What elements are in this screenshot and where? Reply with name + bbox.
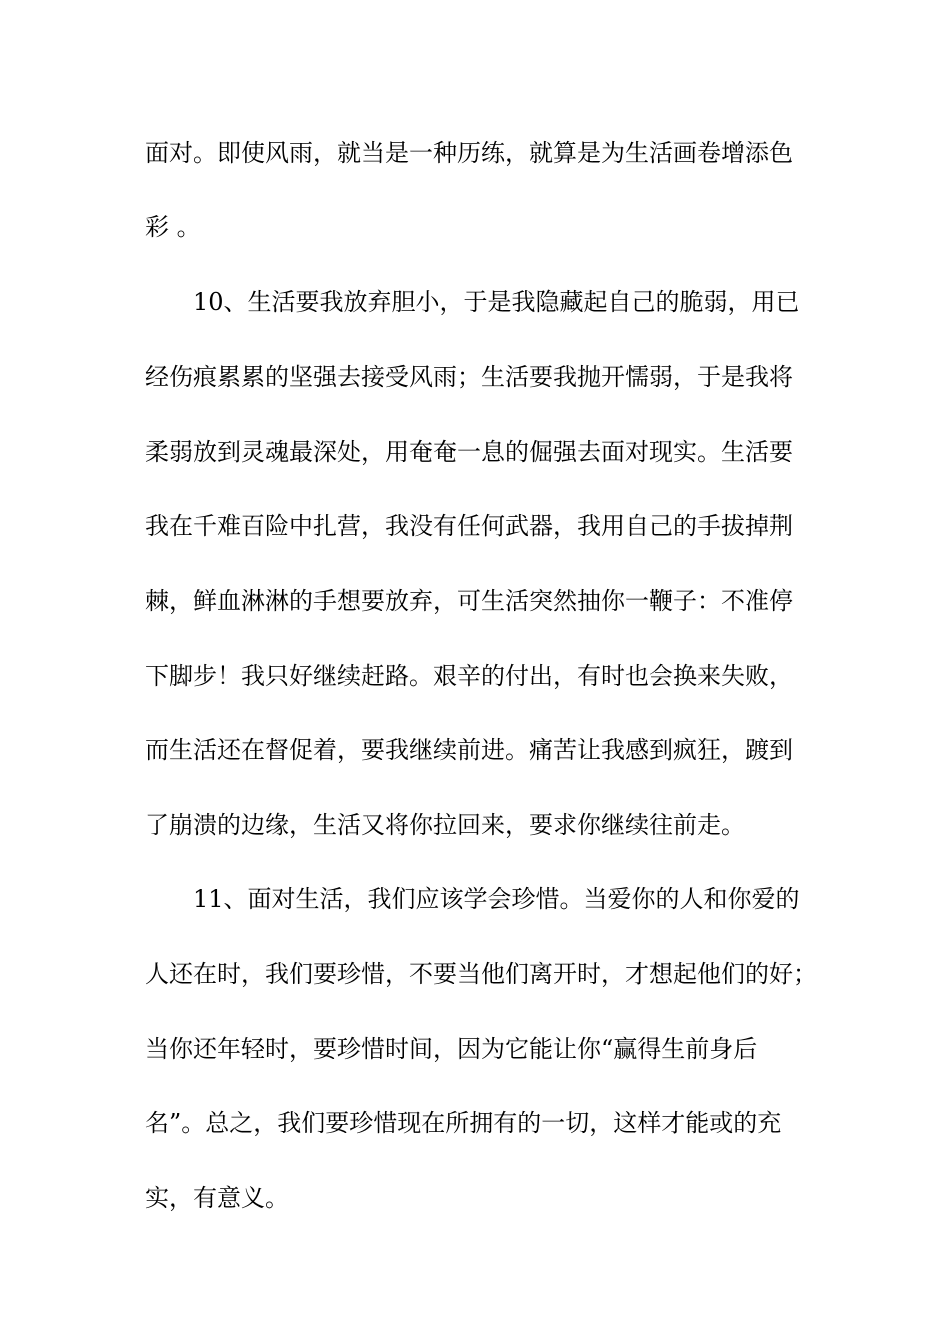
paragraph-10-start: 10、生活要我放弃胆小，于是我隐藏起自己的脆弱，用已	[193, 288, 800, 316]
text-line: 名”。总之，我们要珍惜现在所拥有的一切，这样才能或的充	[145, 1109, 782, 1137]
text-line: 人还在时，我们要珍惜，不要当他们离开时，才想起他们的好；	[145, 960, 817, 988]
text-line: 经伤痕累累的坚强去接受风雨；生活要我抛开懦弱，于是我将	[145, 363, 793, 391]
text-line: 下脚步！我只好继续赶路。艰辛的付出，有时也会换来失败，	[145, 662, 793, 690]
text-line: 棘，鲜血淋淋的手想要放弃，可生活突然抽你一鞭子：不准停	[145, 587, 793, 615]
text-line: 而生活还在督促着，要我继续前进。痛苦让我感到疯狂，踱到	[145, 736, 793, 764]
text-line: 了崩溃的边缘，生活又将你拉回来，要求你继续往前走。	[145, 811, 745, 839]
text-line: 面对。即使风雨，就当是一种历练，就算是为生活画卷增添色	[145, 139, 793, 167]
text-line: 当你还年轻时，要珍惜时间，因为它能让你“赢得生前身后	[145, 1035, 758, 1063]
text-line: 实，有意义。	[145, 1184, 289, 1212]
text-line: 我在千难百险中扎营，我没有任何武器，我用自己的手拔掉荆	[145, 512, 793, 540]
text-line: 彩 。	[145, 213, 201, 241]
text-line: 柔弱放到灵魂最深处，用奄奄一息的倔强去面对现实。生活要	[145, 438, 793, 466]
paragraph-11-start: 11、面对生活，我们应该学会珍惜。当爱你的人和你爱的	[193, 885, 800, 913]
